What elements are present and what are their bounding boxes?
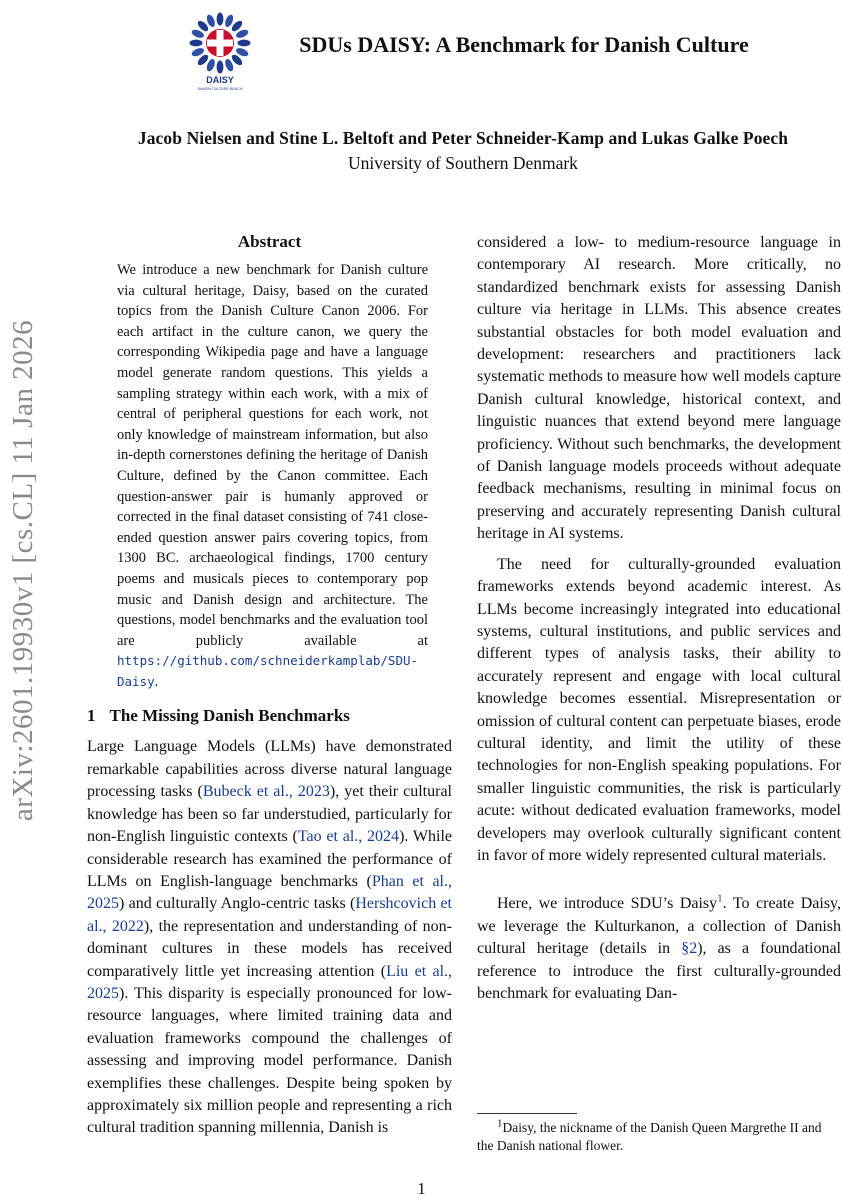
citation-tao[interactable]: Tao et al., 2024 [297,828,400,846]
abstract-heading: Abstract [237,232,302,251]
daisy-logo [176,5,264,93]
github-link[interactable]: https://github.com/schneiderkamplab/SDU-Daisy [117,653,419,689]
arxiv-stamp [0,280,48,860]
abstract-text: We introduce a new benchmark for Danish culture via cultural heritage, Daisy, based on the curated topics from the Danish Culture Canon 2006. For each artifact in the culture canon, we query the corresponding Wikipedia page and have a language model generate random questions. This yields a sampling strategy within each work, with a mix of central of peripheral questions for each work, not only knowledge of mainstream information, but also in-depth cornerstones defining the heritage of Danish Culture, defined by the Canon committee. Each question-answer pair is humanly approved or corrected in the final dataset consisting of 741 close-ended question answer pairs covering topics, from 1300 BC. archaeological findings, 1700 century poems and musicals pieces to contemporary pop music and Danish design and architecture. The questions, model benchmarks and the evaluation tool are publicly available at https://github.com/schneiderkamplab/SDU-Daisy. [117,262,428,690]
logo-sublabel: DANISH CULTURE BENCH [197,87,243,91]
logo-petal [217,61,224,74]
logo-petal [238,40,251,47]
paper-title: SDUs DAISY: A Benchmark for Danish Culture [299,32,749,57]
logo-petal [190,40,203,47]
arxiv-id: arXiv:2601.19930v1 [cs.CL] 11 Jan 2026 [7,319,40,821]
author-list: Jacob Nielsen and Stine L. Beltoft and Peter Schneider-Kamp and Lukas Galke Poech [137,128,789,148]
citation-phan[interactable]: Phan et al., 2025 [87,872,453,913]
logo-petal [217,13,224,26]
section-1-paragraph-1-continued: considered a low- to medium-resource language in contemporary AI research. More critically, no standardized benchmark exists for assessing Danish culture via heritage in LLMs. This absence creates substantial obstacles for both model evaluation and development: researchers and practitioners lack systematic methods to measure how well models capture Danish cultural knowledge, historical context, and linguistic nuances that extend beyond mere language proficiency. Without such benchmarks, the development of Danish language models proceeds without adequate feedback mechanisms, resulting in minimal focus on preserving and accurately representing Danish cultural heritage in AI systems. [477,234,841,543]
citation-hershcovich[interactable]: Hershcovich et al., 2022 [87,895,452,935]
footnote-ref-1[interactable]: 1 [717,893,723,906]
page-number: 1 [417,1179,426,1198]
citation-liu[interactable]: Liu et al., 2025 [87,962,453,1002]
affiliation: University of Southern Denmark [348,153,578,173]
citation-bubeck[interactable]: Bubeck et al., 2023 [202,783,330,801]
section-1-paragraph-3: Here, we introduce SDU’s Daisy$^1$. To create Daisy, we leverage the Kulturkanon, a collection of Danish cultural heritage (details in §2), as a foundational reference to introduce the first culturally-grounded benchmark for evaluating Dan- [477,893,842,1002]
footnote-1: $^1$Daisy, the nickname of the Danish Queen Margrethe II and the Danish national flower. [477,1117,822,1153]
section-1-paragraph-2: The need for culturally-grounded evaluation frameworks extends beyond academic interest. As LLMs become increasingly integrated into educational systems, cultural institutions, and public services and different types of analysis tasks, their ability to accurately represent and engage with local cultural knowledge becomes essential. Misrepresentation or omission of cultural content can perpetuate biases, erode cultural identity, and limit the utility of these technologies for non-English speaking populations. For smaller linguistic communities, the risk is particularly acute: without dedicated evaluation frameworks, model developers may overlook culturally significant content in favor of more widely represented cultural materials. [477,555,841,864]
section-ref-2[interactable]: §2 [681,940,698,958]
section-1-paragraph-1: Large Language Models (LLMs) have demonstrated remarkable capabilities across diverse natural language processing tasks (Bubeck et al., 2023), yet their cultural knowledge has been so far understudied, particularly for non-English linguistic contexts (Tao et al., 2024). While considerable research has examined the performance of LLMs on English-language benchmarks (Phan et al., 2025) and culturally Anglo-centric tasks (Hershcovich et al., 2022), the representation and understanding of non-dominant cultures in these models has received comparatively little yet increasing attention (Liu et al., 2025). This disparity is especially pronounced for low-resource languages, where limited training data and evaluation frameworks compound the challenges of assessing and improving model performance. Danish exemplifies these challenges. Despite being spoken by approximately six million people and representing a rich cultural tradition spanning millennia, Danish is [87,738,453,1137]
footnote-rule [477,1113,577,1114]
left-column [87,232,452,1140]
logo-label: DAISY [206,75,234,85]
section-1-heading: 1 The Missing Danish Benchmarks [87,706,350,726]
right-column [477,232,841,1005]
